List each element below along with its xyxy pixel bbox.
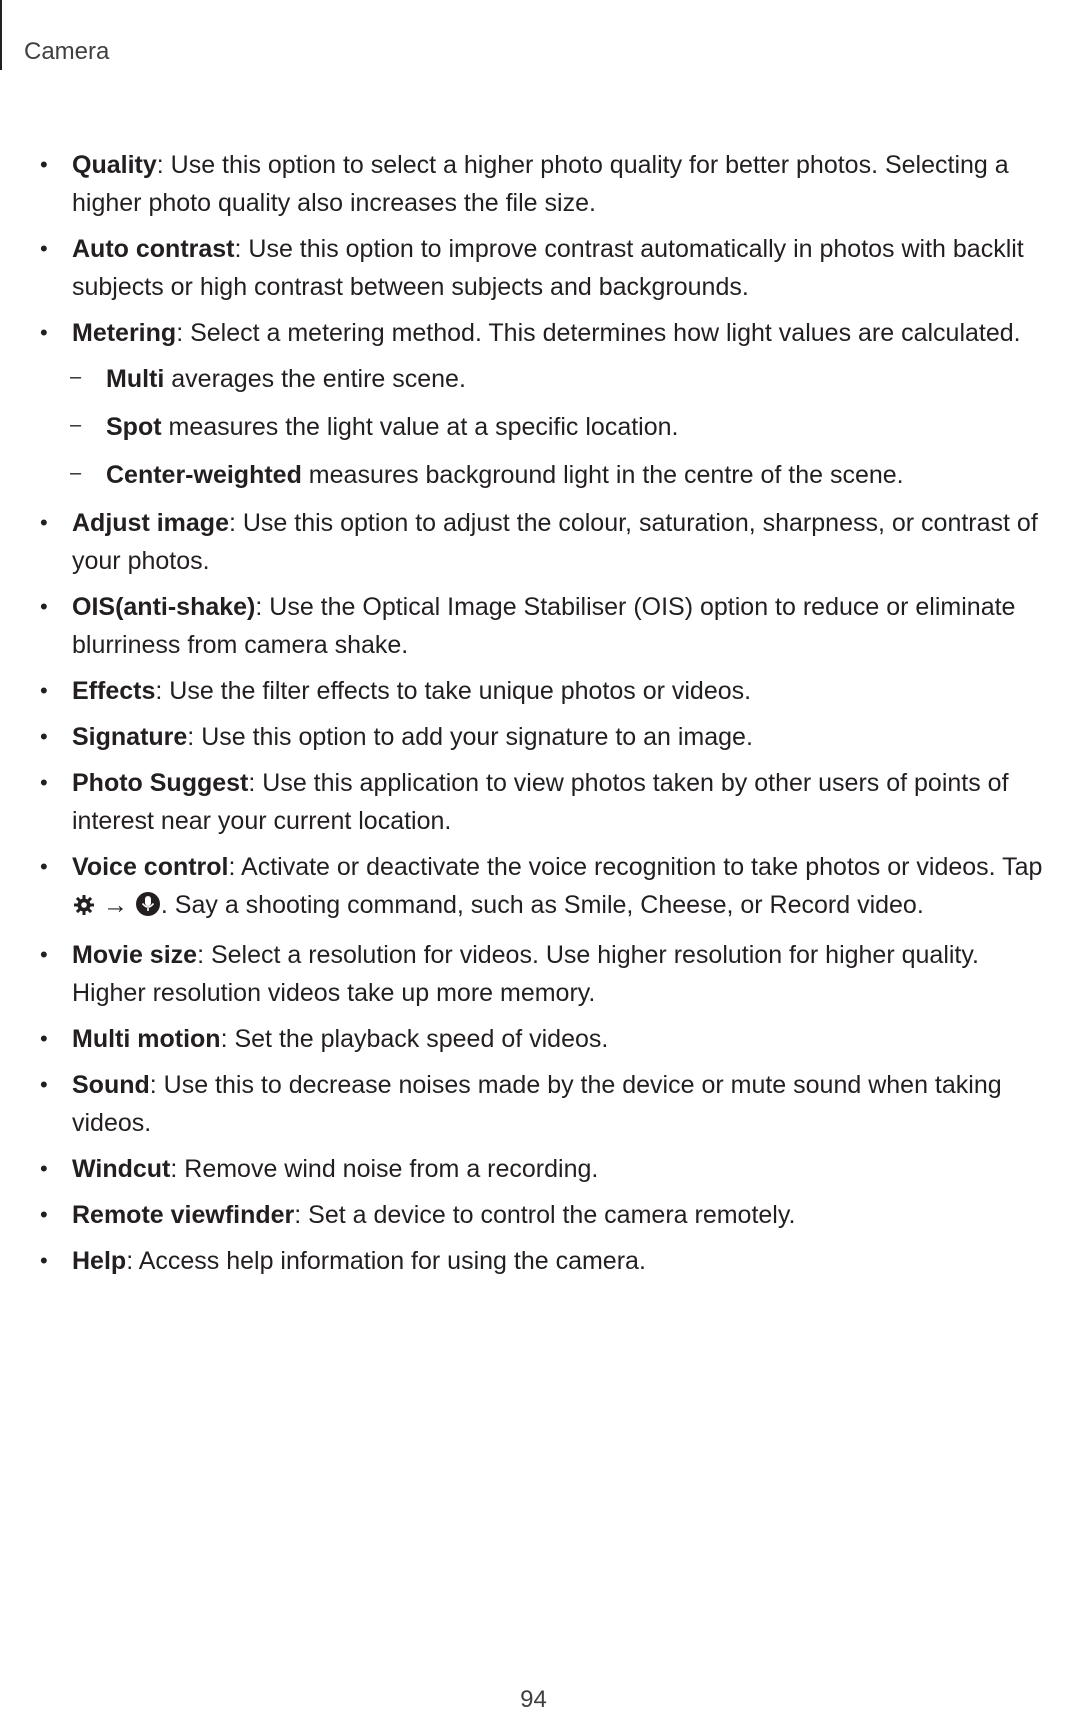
sub-item-multi <box>0 360 1067 398</box>
option-list <box>0 146 1067 1288</box>
list-item-multi-motion <box>0 1020 1067 1058</box>
bullet: • <box>40 1026 48 1051</box>
bullet: • <box>40 1156 48 1181</box>
list-item-ois <box>0 588 1067 664</box>
list-item-help <box>0 1242 1067 1280</box>
bullet: • <box>40 854 48 879</box>
option-term: Quality <box>72 151 157 179</box>
option-description: : Select a metering method. This determines how light values are calculated. <box>176 319 1021 347</box>
option-term: Help <box>72 1247 127 1275</box>
bullet: • <box>40 770 48 795</box>
page-header-title: Camera <box>24 38 110 65</box>
option-term: Photo Suggest <box>72 769 249 797</box>
bullet: • <box>40 1202 48 1227</box>
list-item-photo-suggest <box>0 764 1067 840</box>
list-item-adjust-image <box>0 504 1067 580</box>
option-description: : Use this option to improve contrast automatically in photos with backlit subjects or high contrast between subjects and backgrounds. <box>72 235 1024 301</box>
arrow: → <box>102 891 128 919</box>
option-term: Voice control <box>72 853 229 881</box>
list-item-remote-viewfinder <box>0 1196 1067 1234</box>
sub-term: Multi <box>106 365 165 393</box>
gear-icon <box>72 890 96 928</box>
sub-item-spot <box>0 408 1067 446</box>
list-item-auto-contrast <box>0 230 1067 306</box>
bullet: • <box>40 510 48 535</box>
option-term: Multi motion <box>72 1025 221 1053</box>
option-term: Auto contrast <box>72 235 235 263</box>
list-item-windcut <box>0 1150 1067 1188</box>
option-description: : Access help information for using the camera. <box>126 1247 646 1275</box>
option-description: : Use the Optical Image Stabiliser (OIS) option to reduce or eliminate blurriness from camera shake. <box>72 593 1016 659</box>
bullet: • <box>40 1072 48 1097</box>
page-number: 94 <box>520 1686 547 1713</box>
list-item-signature <box>0 718 1067 756</box>
option-term: Windcut <box>72 1155 171 1183</box>
bullet: • <box>40 724 48 749</box>
sub-term: Center-weighted <box>106 461 302 489</box>
list-item-quality <box>0 146 1067 222</box>
sub-description: measures the light value at a specific location. <box>161 413 679 441</box>
option-description: : Remove wind noise from a recording. <box>170 1155 599 1183</box>
option-description: : Use this application to view photos taken by other users of points of interest near your current location. <box>72 769 1009 835</box>
sub-description: averages the entire scene. <box>164 365 466 393</box>
option-term: Metering <box>72 319 177 347</box>
sub-item-center-weighted <box>0 456 1067 494</box>
sub-description: measures background light in the centre of the scene. <box>301 461 904 489</box>
option-term: Sound <box>72 1071 150 1099</box>
bullet: • <box>40 942 48 967</box>
option-description: : Activate or deactivate the voice recognition to take photos or videos. Tap <box>228 853 1043 881</box>
dash: – <box>70 414 82 436</box>
bullet: • <box>40 678 48 703</box>
dash: – <box>70 366 82 388</box>
option-term: OIS(anti-shake) <box>72 593 256 621</box>
dash: – <box>70 462 82 484</box>
header-rule <box>0 0 2 70</box>
option-description: : Use this option to add your signature to an image. <box>187 723 753 751</box>
option-term: Remote viewfinder <box>72 1201 295 1229</box>
bullet: • <box>40 320 48 345</box>
option-term: Effects <box>72 677 156 705</box>
bullet: • <box>40 594 48 619</box>
option-description: : Use this to decrease noises made by the device or mute sound when taking videos. <box>72 1071 1002 1137</box>
bullet: • <box>40 152 48 177</box>
list-item-movie-size <box>0 936 1067 1012</box>
option-description: : Use this option to select a higher photo quality for better photos. Selecting a higher photo quality also increases the file size. <box>72 151 1009 217</box>
option-term: Adjust image <box>72 509 229 537</box>
list-item-effects <box>0 672 1067 710</box>
option-description: : Set the playback speed of videos. <box>220 1025 609 1053</box>
list-item-metering <box>0 314 1067 352</box>
option-description-after: . Say a shooting command, such as Smile, Cheese, or Record video. <box>160 891 924 919</box>
option-description: : Use the filter effects to take unique photos or videos. <box>155 677 752 705</box>
list-item-voice-control <box>0 848 1067 928</box>
bullet: • <box>40 1248 48 1273</box>
bullet: • <box>40 236 48 261</box>
voice-control-icon <box>135 890 161 928</box>
option-description: : Select a resolution for videos. Use higher resolution for higher quality. Higher resolution videos take up more memory. <box>72 941 979 1007</box>
option-description: : Set a device to control the camera remotely. <box>294 1201 796 1229</box>
list-item-sound <box>0 1066 1067 1142</box>
option-description: : Use this option to adjust the colour, saturation, sharpness, or contrast of your photos. <box>72 509 1038 575</box>
option-term: Movie size <box>72 941 198 969</box>
option-term: Signature <box>72 723 188 751</box>
sub-term: Spot <box>106 413 162 441</box>
